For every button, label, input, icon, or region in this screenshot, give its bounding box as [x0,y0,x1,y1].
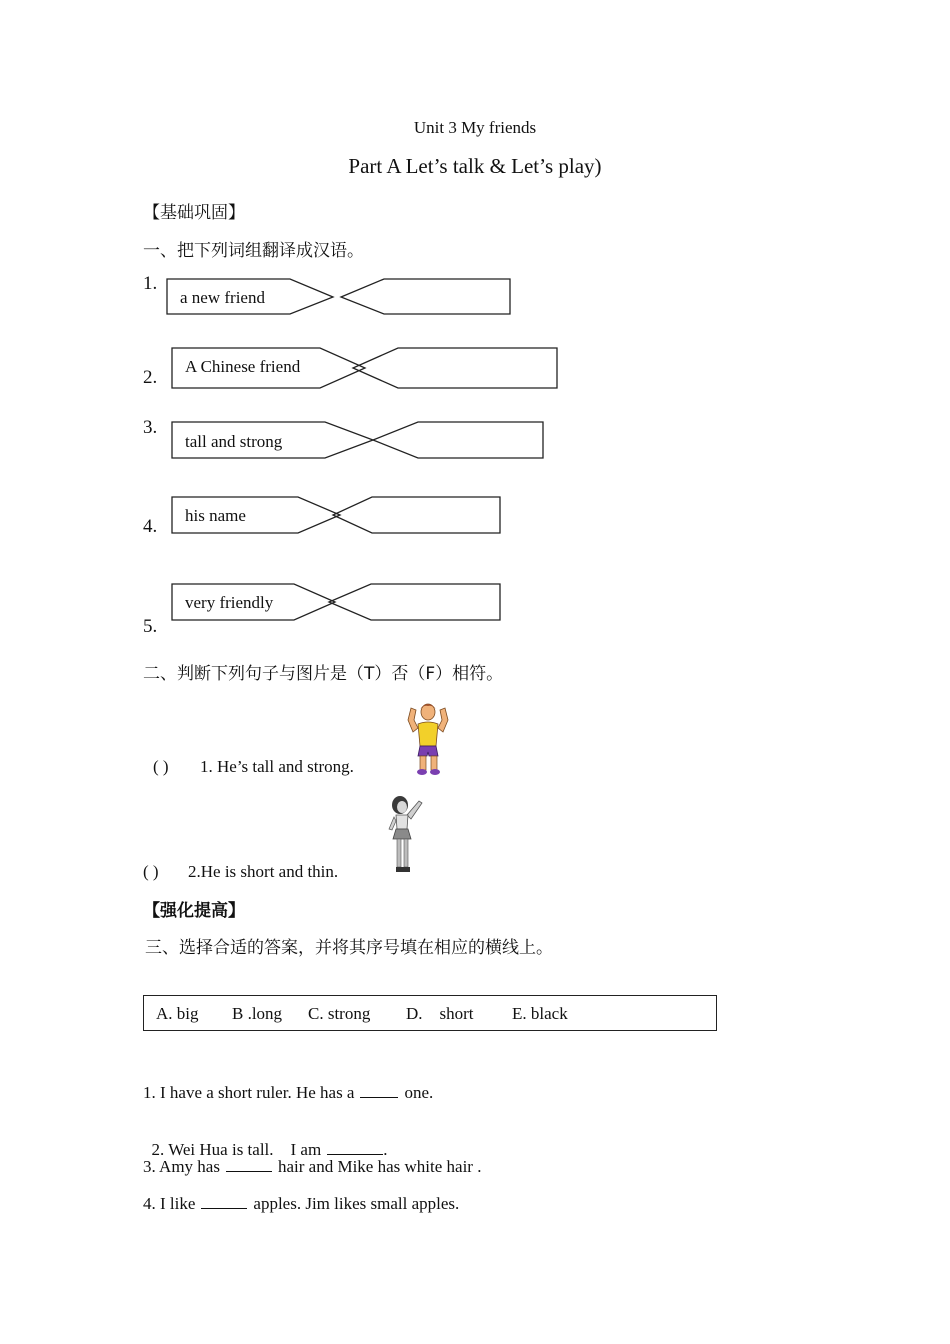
fill-sentence-3-before: 3. Amy has [143,1157,220,1176]
section-advanced-label: 【强化提高】 [143,901,245,921]
item1-number: 1. [143,273,158,294]
exercise2-instruction: 二、判断下列句子与图片是（T）否（F）相符。 [143,664,504,684]
item5-right-arrow [329,584,500,620]
tf-item1-paren: ( ) [153,757,169,776]
fill-sentence-3 [143,1157,481,1177]
choice-e: E. black [512,1004,568,1023]
exercise1-instruction: 一、把下列词组翻译成汉语。 [143,241,364,261]
item1-right-arrow [341,279,510,314]
unit-title: Unit 3 My friends [413,118,537,137]
tf-item2-paren: ( ) [143,862,159,881]
fill-blank-2[interactable] [327,1140,383,1155]
fill-sentence-1-before: 1. I have a short ruler. He has a [143,1083,355,1102]
exercise3-instruction: 三、选择合适的答案，并将其序号填在相应的横线上。 [145,938,553,958]
fill-sentence-4-after: apples. Jim likes small apples. [253,1194,460,1213]
fill-blank-3[interactable] [226,1157,272,1172]
fill-sentence-4-before: 4. I like [143,1194,196,1213]
tf-item1-sentence: 1. He’s tall and strong. [200,757,354,776]
choice-b: B .long [232,1004,283,1023]
choice-c: C. strong [308,1004,371,1023]
choice-d: D. short [406,1004,474,1023]
item4-phrase: his name [185,506,246,525]
fill-blank-4[interactable] [201,1194,247,1209]
item5-number: 5. [143,616,158,637]
fill-sentence-2 [143,1120,387,1160]
item4-right-arrow [333,497,500,533]
choice-a: A. big [156,1004,199,1023]
fill-sentence-1-after: one. [404,1083,434,1102]
fill-sentence-3-after: hair and Mike has white hair . [277,1157,482,1176]
tf-item2-sentence: 2.He is short and thin. [188,862,339,881]
fill-sentence-2-after: . [383,1140,388,1159]
item2-number: 2. [143,367,158,388]
answer-choices-box [143,995,717,1031]
thin-girl-illustration [383,793,427,877]
item3-right-arrow [373,422,543,458]
item2-phrase: A Chinese friend [185,357,301,376]
fill-sentence-1 [143,1083,433,1103]
item4-number: 4. [143,516,158,537]
fill-blank-1[interactable] [360,1083,398,1098]
section-basic-label: 【基础巩固】 [143,203,245,223]
strong-man-illustration [405,698,451,776]
fill-sentence-2-before: 2. Wei Hua is tall. I am [151,1140,322,1159]
item5-phrase: very friendly [185,593,274,612]
fill-sentence-4 [143,1194,459,1214]
item1-phrase: a new friend [180,288,265,307]
part-title: Part A Let’s talk & Let’s play) [348,154,602,178]
item3-phrase: tall and strong [185,432,283,451]
item3-number: 3. [143,417,158,438]
item2-right-arrow [353,348,557,388]
